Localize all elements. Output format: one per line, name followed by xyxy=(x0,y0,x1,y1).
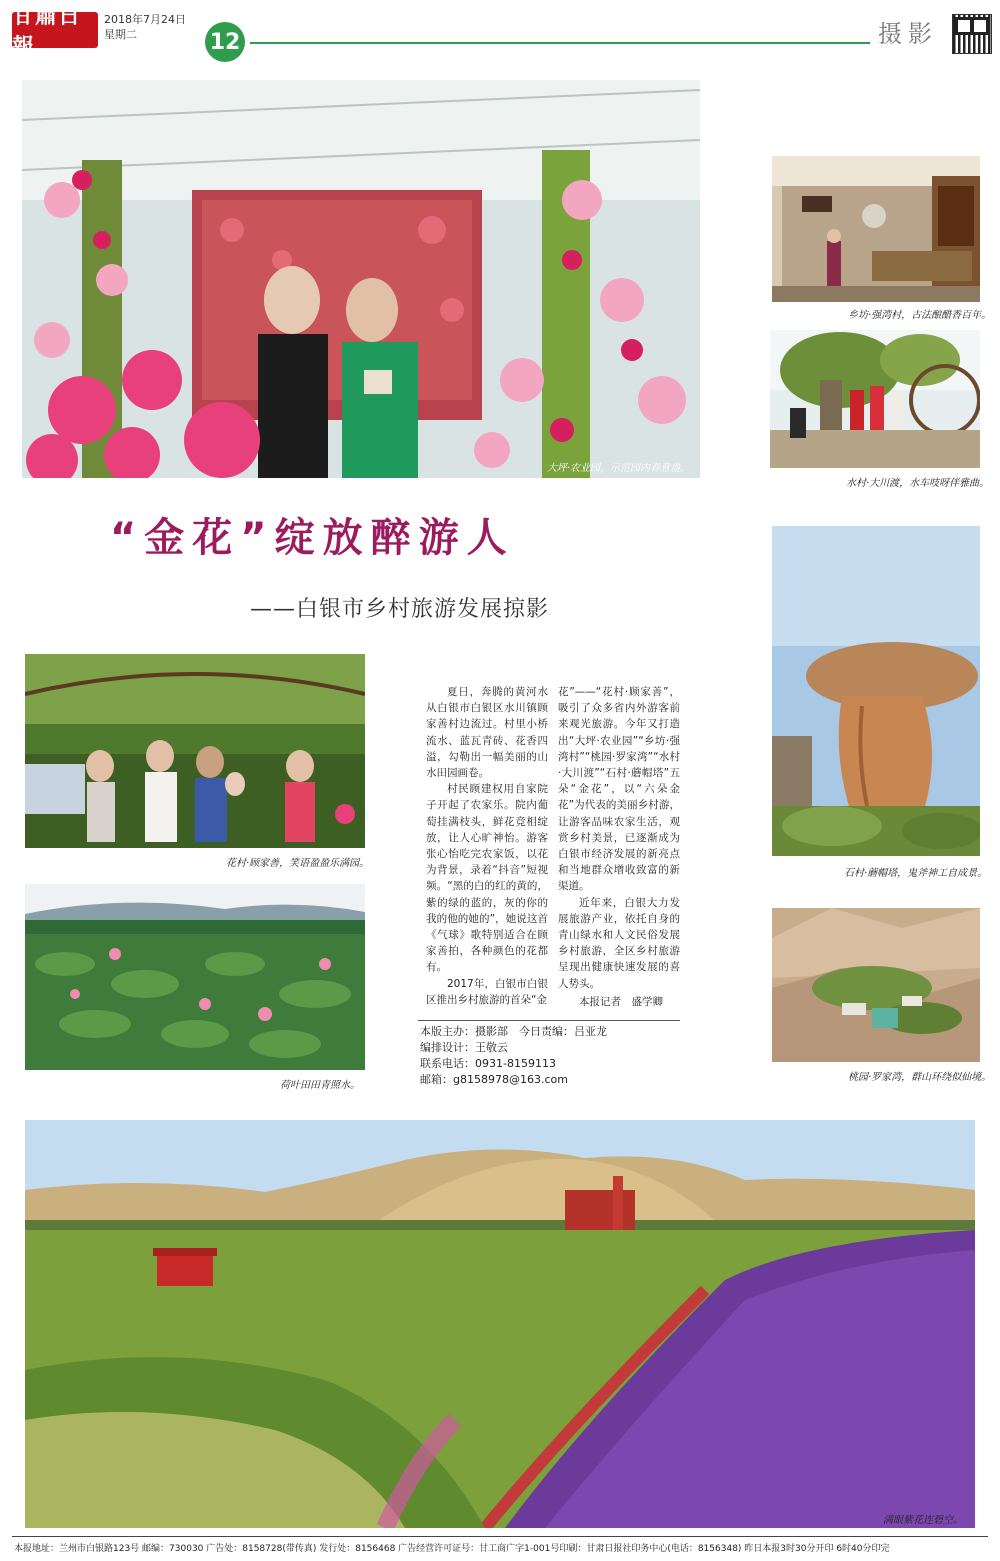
credits-rule xyxy=(418,1020,680,1021)
caption-right-2: 水村·大川渡，水车吱呀伴雅曲。 xyxy=(846,478,990,489)
photo-vinegar-workshop xyxy=(772,156,980,302)
credit-line: 联系电话：0931-8159113 xyxy=(420,1057,556,1070)
credit-line: 编排设计：王敬云 xyxy=(420,1041,508,1054)
paragraph: 村民顾建权用自家院子开起了农家乐。院内葡萄挂满枝头，鲜花竞相绽放，让人心旷神怡。游客张心怡吃完农家饭，以花为背景，录着“抖音”短视频。“黑的白的红的黄的，紫的绿的蓝的，灰的你的我的他的她的”，她说这首《气球》歌特别适合在顾家善拍，各种颜色的花都有。 xyxy=(426,783,548,974)
credit-line: 本版主办：摄影部 今日责编：吕亚龙 xyxy=(420,1025,607,1038)
caption-right-3: 石村·蘑帽塔，鬼斧神工自成景。 xyxy=(844,868,988,879)
caption-bottom: 满眼紫花连碧空。 xyxy=(883,1515,963,1526)
page-credits xyxy=(420,1024,607,1088)
page-number-badge: 12 xyxy=(205,22,245,62)
article-byline: 本报记者 盛学卿 xyxy=(579,995,663,1008)
footer-rule xyxy=(12,1536,988,1537)
paragraph: 夏日，奔腾的黄河水从白银市白银区水川镇顾家善村边流过。村里小桥流水、蓝瓦青砖、花香四溢，勾勒出一幅美丽的山水田园画卷。 xyxy=(426,686,548,780)
article-headline: “金花”绽放醉游人 xyxy=(110,515,515,561)
section-label: 摄影 xyxy=(878,20,938,48)
caption-right-1: 乡坊·强湾村，古法酿醋香百年。 xyxy=(848,310,992,321)
page-footer: 本报地址：兰州市白银路123号 邮编：730030 广告处：8158728(带传真) 发行处：8156468 广告经营许可证号：甘工商广字1-001号印刷：甘肃日报社印务中心(电话：8156348) 昨日本报3时30分开印 6时40分印完 xyxy=(14,1544,890,1554)
caption-right-4: 桃园·罗家湾，群山环绕似仙境。 xyxy=(848,1072,992,1083)
main-photo-caption: 大坪·农业园，示范园内春意盎。 xyxy=(546,463,690,474)
paragraph: 2017年，白银市白银区推出乡村旅游的首朵“金 xyxy=(426,977,548,1006)
issue-date xyxy=(104,12,186,42)
credit-line: 邮箱：g8158978@163.com xyxy=(420,1073,568,1086)
weekday-text: 星期二 xyxy=(104,28,137,41)
photo-flower-village xyxy=(25,654,365,848)
caption-left-1: 花村·顾家善，笑语盈盈乐满园。 xyxy=(226,858,370,869)
caption-left-2: 荷叶田田青照水。 xyxy=(280,1080,360,1091)
photo-purple-flower-fields xyxy=(25,1120,975,1528)
photo-lotus-pond xyxy=(25,884,365,1070)
article-column-2 xyxy=(558,684,680,1010)
photo-waterwheel-village xyxy=(770,330,980,468)
header-rule xyxy=(250,42,870,44)
main-photo xyxy=(22,80,700,478)
article-column-1 xyxy=(426,684,548,1008)
photo-peach-valley xyxy=(772,908,980,1062)
paragraph: 近年来，白银大力发展旅游产业，依托自身的青山绿水和人文民俗发展乡村旅游，全区乡村旅游呈现出健康快速发展的喜人势头。 xyxy=(558,896,680,990)
paragraph: 花”——“花村·顾家善”，吸引了众多省内外游客前来观光旅游。今年又打造出“大坪·农业园”“乡坊·强湾村”“桃园·罗家湾”“水村·大川渡”“石村·蘑帽塔”五朵“金花”，以“六朵金花”为代表的美丽乡村游，让游客品味农家生活，观赏乡村美景，已逐渐成为白银市经济发展的新亮点和当地群众增收致富的新渠道。 xyxy=(558,686,680,893)
date-text: 2018年7月24日 xyxy=(104,13,186,26)
newspaper-logo: 甘肅日報 xyxy=(12,12,98,48)
qr-code-icon xyxy=(952,14,992,54)
photo-mushroom-rock xyxy=(772,526,980,856)
article-subheadline: ——白银市乡村旅游发展掠影 xyxy=(250,597,550,622)
